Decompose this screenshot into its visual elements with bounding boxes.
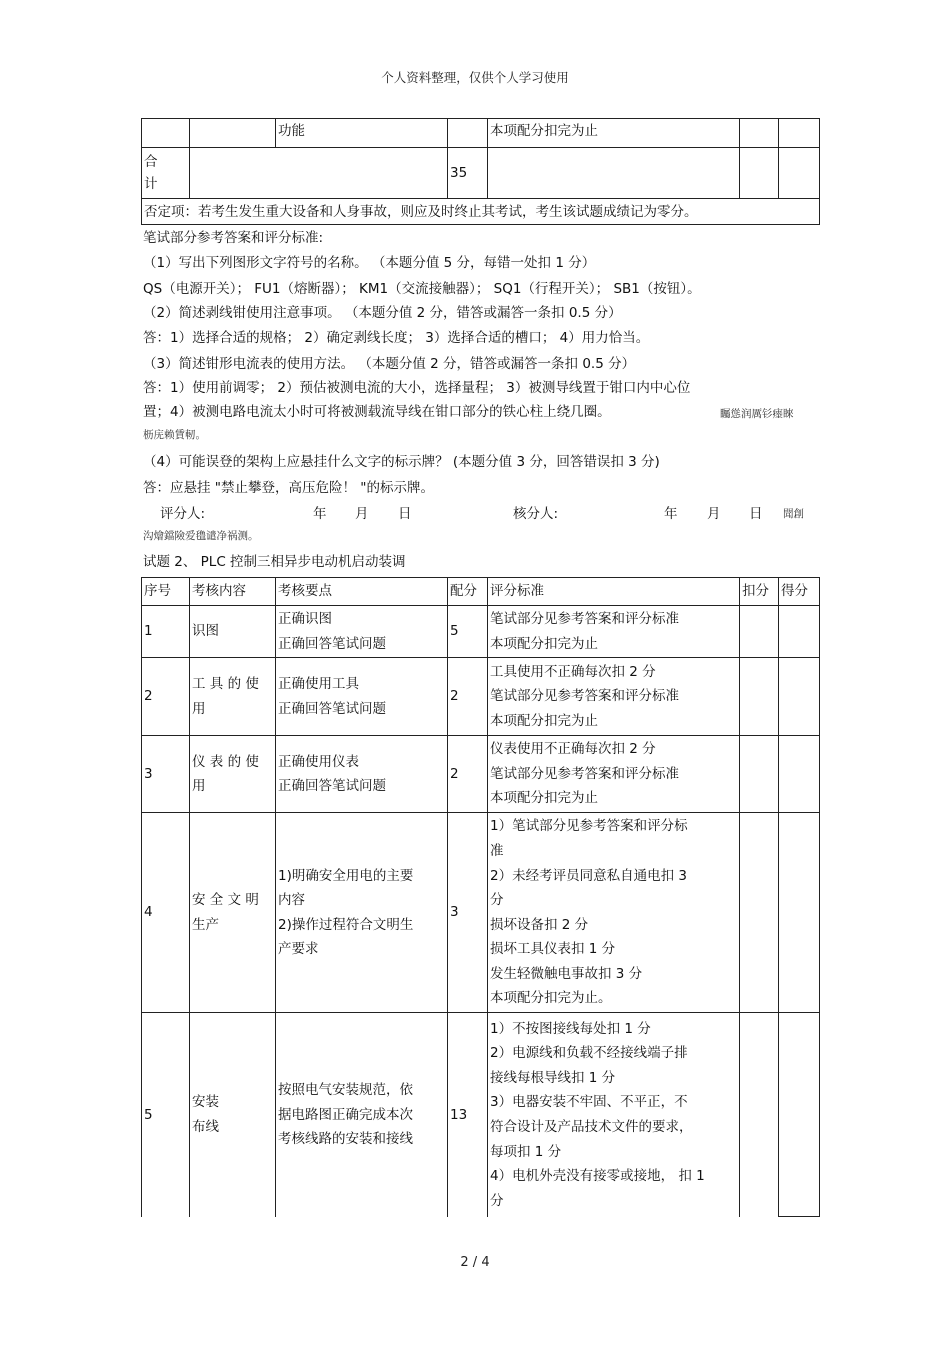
row3-points-text: 正确使用仪表 正确回答笔试问题 <box>278 753 386 795</box>
total-deduct <box>740 148 779 199</box>
top-row1-got <box>779 119 820 148</box>
top-row1-score <box>448 119 488 148</box>
row1-deduct <box>740 606 779 658</box>
row1-score <box>448 606 488 658</box>
answer-4: 答：应悬挂 "禁止攀登，高压危险！ "的标示牌。 <box>143 480 435 496</box>
row5-content <box>190 1013 276 1217</box>
total-label <box>142 148 190 199</box>
row3-no <box>142 736 190 813</box>
scoring-table <box>141 577 820 1217</box>
header-score: 配分 <box>448 578 488 606</box>
row3-content-text: 仪 表 的 使 用 <box>192 753 259 795</box>
total-got <box>779 148 820 199</box>
row4-no-text: 4 <box>144 904 153 921</box>
row2-criteria <box>488 658 740 736</box>
page-number: 2 / 4 <box>460 1255 490 1270</box>
row4-score <box>448 813 488 1013</box>
row5-no <box>142 1013 190 1217</box>
total-label-text: 合 计 <box>144 154 158 192</box>
row1-content-text: 识图 <box>192 623 219 640</box>
row5-criteria-text: 1）不按图接线每处扣 1 分 2）电源线和负载不经接线端子排 接线每根导线扣 1 分 3）电器安装不牢固、不平正，不 符合设计及产品技术文件的要求， 每项扣 1 分 4）电机外壳没有接零或接地， 扣 1 分 <box>490 1020 705 1209</box>
answer-3-noise: 矚慫润厲钐瘗睞 <box>720 408 794 420</box>
test2-title: 试题 2、 PLC 控制三相异步电动机启动装调 <box>143 554 406 570</box>
header-criteria: 评分标准 <box>488 578 740 606</box>
table-row <box>142 606 820 658</box>
row4-got <box>779 813 820 1013</box>
top-row1-content <box>190 119 276 148</box>
top-row1-criteria-text: 本项配分扣完为止 <box>490 123 598 139</box>
answer-3-line2: 置；4）被测电路电流太小时可将被测载流导线在钳口部分的铁心柱上绕几圈。 <box>143 404 611 420</box>
row1-criteria <box>488 606 740 658</box>
row2-score-text: 2 <box>450 688 459 705</box>
row1-content <box>190 606 276 658</box>
header-note: 个人资料整理，仅供个人学习使用 <box>381 70 569 85</box>
total-score <box>448 148 488 199</box>
signoff-noise2: 沟燴鐺險爱氇谴净祸测。 <box>143 530 259 542</box>
rater-month: 月 <box>355 506 369 522</box>
row3-points <box>276 736 448 813</box>
row4-content-text: 安 全 文 明 生产 <box>192 892 259 933</box>
table-header-row <box>142 578 820 606</box>
row3-deduct <box>740 736 779 813</box>
row4-score-text: 3 <box>450 904 459 921</box>
question-1: （1）写出下列图形文字符号的名称。 （本题分值 5 分，每错一处扣 1 分） <box>143 255 596 271</box>
row5-content-text: 安装 布线 <box>192 1094 219 1135</box>
question-3: （3）简述钳形电流表的使用方法。 （本题分值 2 分，错答或漏答一条扣 0.5 分） <box>143 356 636 372</box>
row5-criteria <box>488 1013 740 1217</box>
row1-score-text: 5 <box>450 623 459 640</box>
row2-deduct <box>740 658 779 736</box>
table-row <box>142 658 820 736</box>
top-row1-deduct <box>740 119 779 148</box>
question-4: （4）可能误登的架构上应悬挂什么文字的标示牌？ (本题分值 3 分，回答错误扣 3 分) <box>143 454 660 470</box>
row3-content <box>190 736 276 813</box>
header-no: 序号 <box>142 578 190 606</box>
checker-day: 日 <box>749 506 763 522</box>
veto-item <box>142 199 820 225</box>
table-row <box>142 813 820 1013</box>
row2-score <box>448 658 488 736</box>
row4-no <box>142 813 190 1013</box>
question-2: （2）简述剥线钳使用注意事项。 （本题分值 2 分，错答或漏答一条扣 0.5 分） <box>143 305 622 321</box>
row5-score <box>448 1013 488 1217</box>
rater-day: 日 <box>398 506 412 522</box>
rater-year: 年 <box>313 506 327 522</box>
row5-points <box>276 1013 448 1217</box>
row3-got <box>779 736 820 813</box>
answer-2: 答：1）选择合适的规格； 2）确定剥线长度； 3）选择合适的槽口； 4）用力恰当。 <box>143 330 650 346</box>
top-row1-points <box>276 119 448 148</box>
row5-points-text: 按照电气安装规范，依 据电路图正确完成本次 考核线路的安装和接线 <box>278 1082 413 1148</box>
row2-criteria-text: 工具使用不正确每次扣 2 分 笔试部分见参考答案和评分标准 本项配分扣完为止 <box>490 663 679 729</box>
signoff-noise: 聞創 <box>783 508 804 520</box>
checker-label: 核分人: <box>513 506 559 522</box>
row2-points <box>276 658 448 736</box>
row2-got <box>779 658 820 736</box>
row4-criteria-text: 1）笔试部分见参考答案和评分标 准 2）未经考评员同意私自通电扣 3 分 损坏设备扣 2 分 损坏工具仪表扣 1 分 发生轻微触电事故扣 3 分 本项配分扣完为止。 <box>490 818 688 1007</box>
top-row1-criteria <box>488 119 740 148</box>
row2-content-text: 工 具 的 使 用 <box>192 676 259 717</box>
row5-deduct <box>740 1013 779 1217</box>
row4-points-text: 1)明确安全用电的主要 内容 2)操作过程符合文明生 产要求 <box>278 867 414 958</box>
row1-criteria-text: 笔试部分见参考答案和评分标准 本项配分扣完为止 <box>490 611 679 652</box>
row1-points-text: 正确识图 正确回答笔试问题 <box>278 611 386 652</box>
row1-no <box>142 606 190 658</box>
row1-points <box>276 606 448 658</box>
row3-no-text: 3 <box>144 765 153 782</box>
row2-no <box>142 658 190 736</box>
veto-item-text: 否定项：若考生发生重大设备和人身事故，则应及时终止其考试，考生该试题成绩记为零分。 <box>144 203 698 220</box>
row2-content <box>190 658 276 736</box>
row3-criteria <box>488 736 740 813</box>
written-title: 笔试部分参考答案和评分标准: <box>143 230 324 246</box>
top-table <box>141 118 820 225</box>
header-deduct: 扣分 <box>740 578 779 606</box>
header-points: 考核要点 <box>276 578 448 606</box>
row3-score <box>448 736 488 813</box>
row3-criteria-text: 仪表使用不正确每次扣 2 分 笔试部分见参考答案和评分标准 本项配分扣完为止 <box>490 741 679 807</box>
table-row <box>142 1013 820 1217</box>
row5-got <box>779 1013 820 1217</box>
total-score-text: 35 <box>450 164 468 181</box>
row4-content <box>190 813 276 1013</box>
row5-score-text: 13 <box>450 1106 468 1123</box>
checker-month: 月 <box>707 506 721 522</box>
table-row <box>142 736 820 813</box>
row5-no-text: 5 <box>144 1106 153 1123</box>
header-got: 得分 <box>779 578 820 606</box>
row1-got <box>779 606 820 658</box>
total-blank <box>190 148 448 199</box>
header-content: 考核内容 <box>190 578 276 606</box>
row4-deduct <box>740 813 779 1013</box>
rater-label: 评分人: <box>160 506 206 522</box>
row2-no-text: 2 <box>144 688 153 705</box>
checker-year: 年 <box>664 506 678 522</box>
row2-points-text: 正确使用工具 正确回答笔试问题 <box>278 676 386 717</box>
answer-3-noise2: 枥庑赖賃軔。 <box>143 429 206 441</box>
answer-3-line1: 答：1）使用前调零； 2）预估被测电流的大小，选择量程； 3）被测导线置于钳口内中心位 <box>143 380 691 396</box>
row4-points <box>276 813 448 1013</box>
row1-no-text: 1 <box>144 623 153 640</box>
top-row1-points-text: 功能 <box>278 123 305 139</box>
top-row1-no <box>142 119 190 148</box>
row4-criteria <box>488 813 740 1013</box>
total-criteria-blank <box>488 148 740 199</box>
row3-score-text: 2 <box>450 765 459 782</box>
answer-1: QS（电源开关）； FU1（熔断器）； KM1（交流接触器）； SQ1（行程开关）； SB1（按钮）。 <box>143 281 701 297</box>
